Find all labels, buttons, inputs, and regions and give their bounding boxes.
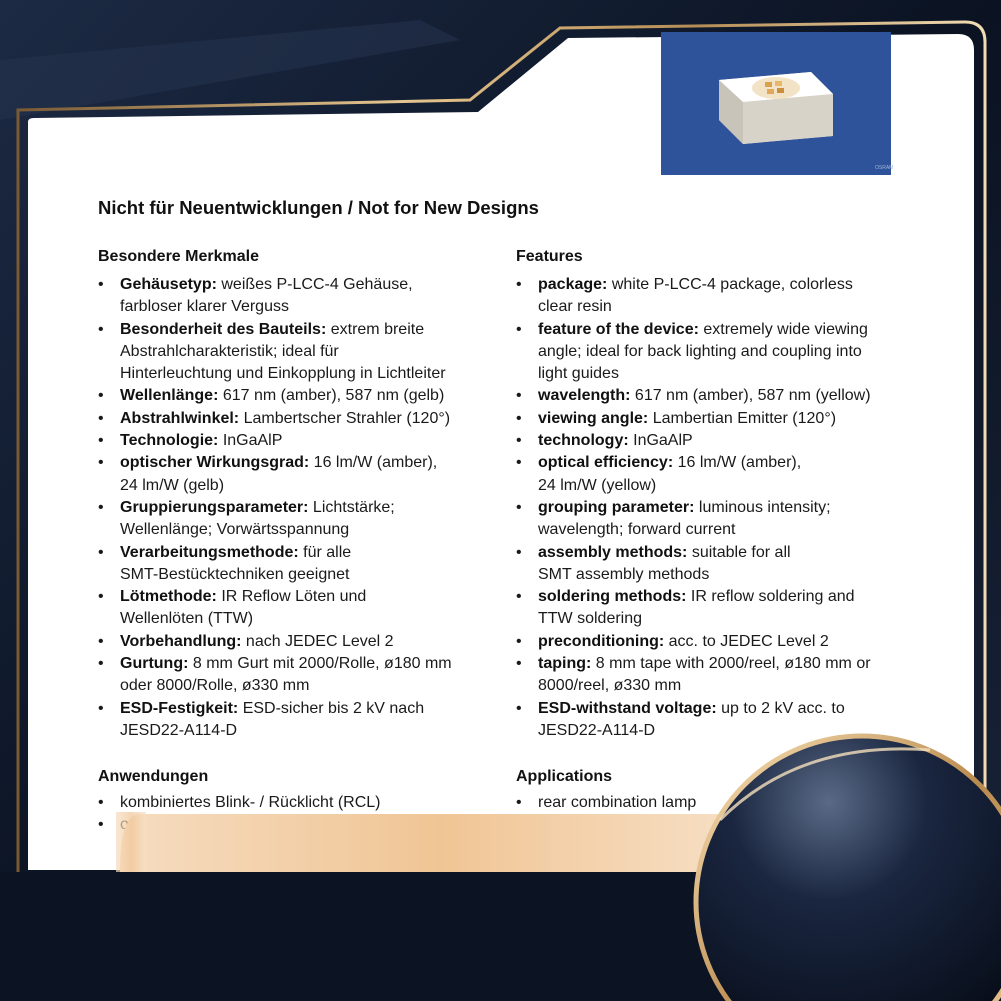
feature-text: InGaAlP [628,432,693,450]
english-features-heading: Features [516,248,583,265]
feature-label: viewing angle: [538,409,649,427]
feature-text: Hinterleuchtung und Einkopplung in Lichtleiter [120,365,446,383]
application-item: • kombiniertes Blink- / Rücklicht (RCL) [98,792,498,814]
feature-text: 16 lm/W (amber), [673,454,802,472]
feature-text: nach JEDEC Level 2 [241,632,394,650]
feature-label: ESD-withstand voltage: [538,699,717,717]
feature-text: JESD22-A114-D [538,721,656,739]
feature-text: Lambertian Emitter (120°) [648,409,837,427]
feature-text: extrem breite [326,320,425,338]
feature-text: SMT-Bestücktechniken geeignet [120,565,350,583]
feature-text: up to 2 kV acc. to [716,699,845,717]
feature-label: wavelength: [538,387,631,405]
feature-text: 8 mm Gurt mit 2000/Rolle, ø180 mm [188,655,452,673]
german-applications-heading: Anwendungen [98,768,209,785]
feature-text: Abstrahlcharakteristik; ideal für [120,342,339,360]
feature-text: für alle [298,543,352,561]
feature-label: soldering methods: [538,588,687,606]
feature-label: package: [538,276,608,293]
english-applications-heading: Applications [516,768,613,785]
feature-text: ESD-sicher bis 2 kV nach [238,699,425,717]
feature-text: 24 lm/W (yellow) [538,476,657,494]
photo-caption: OSRAM [875,165,894,171]
application-item: • rear combination lamp [516,792,936,814]
feature-text: Wellenlöten (TTW) [120,610,254,628]
feature-text: 16 lm/W (amber), [309,454,438,472]
feature-text: suitable for all [687,543,791,561]
feature-text: 24 lm/W (gelb) [120,476,225,494]
feature-text: 617 nm (amber), 587 nm (gelb) [218,387,445,405]
feature-label: Lötmethode: [120,588,217,606]
feature-label: Verarbeitungsmethode: [120,543,299,561]
feature-text: white P-LCC-4 package, colorless [607,276,853,293]
feature-text: farbloser klarer Verguss [120,298,289,316]
feature-text: TTW soldering [538,610,643,628]
feature-label: grouping parameter: [538,498,695,516]
feature-text: 617 nm (amber), 587 nm (yellow) [630,387,871,405]
feature-label: optical efficiency: [538,454,674,472]
feature-label: ESD-Festigkeit: [120,699,239,717]
feature-label: Gruppierungsparameter: [120,498,309,516]
feature-label: Wellenlänge: [120,387,219,405]
feature-label: Technologie: [120,432,219,450]
feature-text: wavelength; forward current [538,521,736,539]
feature-label: Vorbehandlung: [120,632,242,650]
feature-label: optischer Wirkungsgrad: [120,454,310,472]
feature-text: Lichtstärke; [308,498,395,516]
feature-text: 8000/reel, ø330 mm [538,677,682,695]
feature-text: extremely wide viewing [698,320,868,338]
feature-text: oder 8000/Rolle, ø330 mm [120,677,310,695]
feature-label: Gurtung: [120,655,189,673]
feature-text: 8 mm tape with 2000/reel, ø180 mm or [591,655,871,673]
feature-label: technology: [538,432,629,450]
feature-label: Abstrahlwinkel: [120,409,240,427]
feature-text: InGaAlP [218,432,283,450]
feature-text: IR Reflow Löten und [216,588,367,606]
german-features-heading: Besondere Merkmale [98,248,259,265]
feature-text: acc. to JEDEC Level 2 [664,632,829,650]
feature-text: SMT assembly methods [538,565,710,583]
page-title: Nicht für Neuentwicklungen / Not for New Designs [98,197,539,218]
feature-label: feature of the device: [538,320,699,338]
feature-text: clear resin [538,298,612,316]
feature-text: luminous intensity; [694,498,831,516]
feature-label: Besonderheit des Bauteils: [120,320,327,338]
feature-label: preconditioning: [538,632,665,650]
feature-text: IR reflow soldering and [686,588,855,606]
feature-text: JESD22-A114-D [120,721,238,739]
feature-label: taping: [538,655,592,673]
feature-label: assembly methods: [538,543,688,561]
feature-text: Lambertscher Strahler (120°) [239,409,451,427]
feature-text: light guides [538,365,619,383]
feature-text: weißes P-LCC-4 Gehäuse, [216,276,413,293]
feature-text: angle; ideal for back lighting and coupling into [538,342,862,360]
feature-text: Wellenlänge; Vorwärtsspannung [120,521,350,539]
feature-label: Gehäusetyp: [120,276,217,293]
